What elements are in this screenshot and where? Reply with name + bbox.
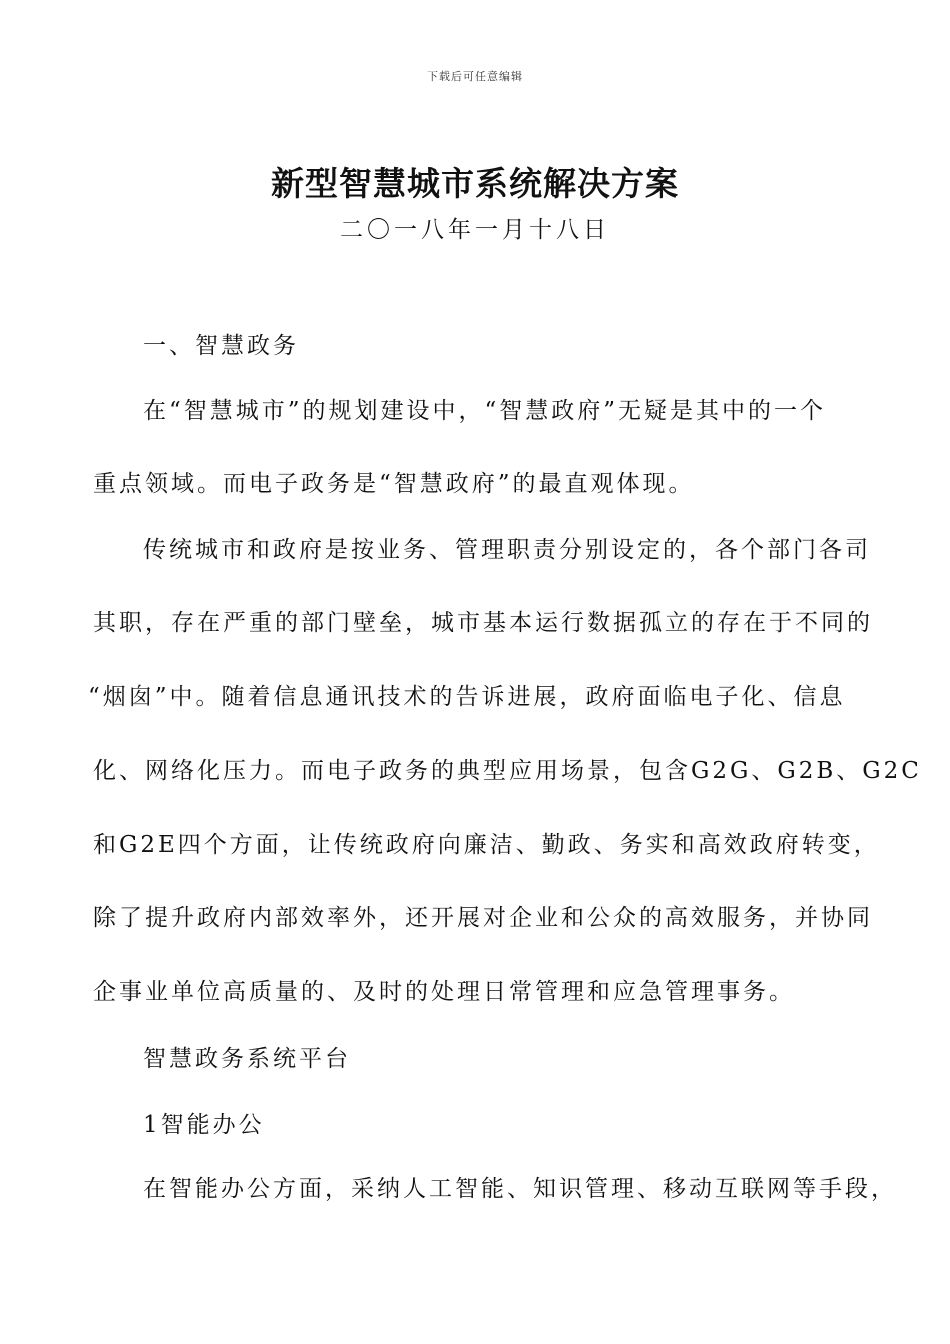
paragraph-line: 化、网络化压力。而电子政务的典型应用场景，包含G2G、G2B、G2C <box>93 758 922 784</box>
paragraph-line: 企事业单位高质量的、及时的处理日常管理和应急管理事务。 <box>93 979 795 1005</box>
subheading-platform: 智慧政务系统平台 <box>143 1046 351 1072</box>
section-heading-smart-government: 一、智慧政务 <box>143 333 299 359</box>
subheading-smart-office: 1智能办公 <box>143 1112 265 1138</box>
paragraph-line: 重点领域。而电子政务是“智慧政府”的最直观体现。 <box>93 471 695 497</box>
paragraph-line: “烟囱”中。随着信息通讯技术的告诉进展，政府面临电子化、信息 <box>88 684 846 710</box>
paragraph-line: 传统城市和政府是按业务、管理职责分别设定的，各个部门各司 <box>143 537 871 563</box>
paragraph-line: 除了提升政府内部效率外，还开展对企业和公众的高效服务，并协同 <box>93 905 873 931</box>
document-date: 二〇一八年一月十八日 <box>340 217 610 243</box>
paragraph-line: 在智能办公方面，采纳人工智能、知识管理、移动互联网等手段， <box>143 1176 897 1202</box>
paragraph-line: 在“智慧城市”的规划建设中，“智慧政府”无疑是其中的一个 <box>143 398 827 424</box>
document-title: 新型智慧城市系统解决方案 <box>271 164 679 203</box>
paragraph-line: 其职，存在严重的部门壁垒，城市基本运行数据孤立的存在于不同的 <box>93 610 873 636</box>
paragraph-line: 和G2E四个方面，让传统政府向廉洁、勤政、务实和高效政府转变， <box>93 832 880 858</box>
header-note: 下载后可任意编辑 <box>427 70 523 83</box>
